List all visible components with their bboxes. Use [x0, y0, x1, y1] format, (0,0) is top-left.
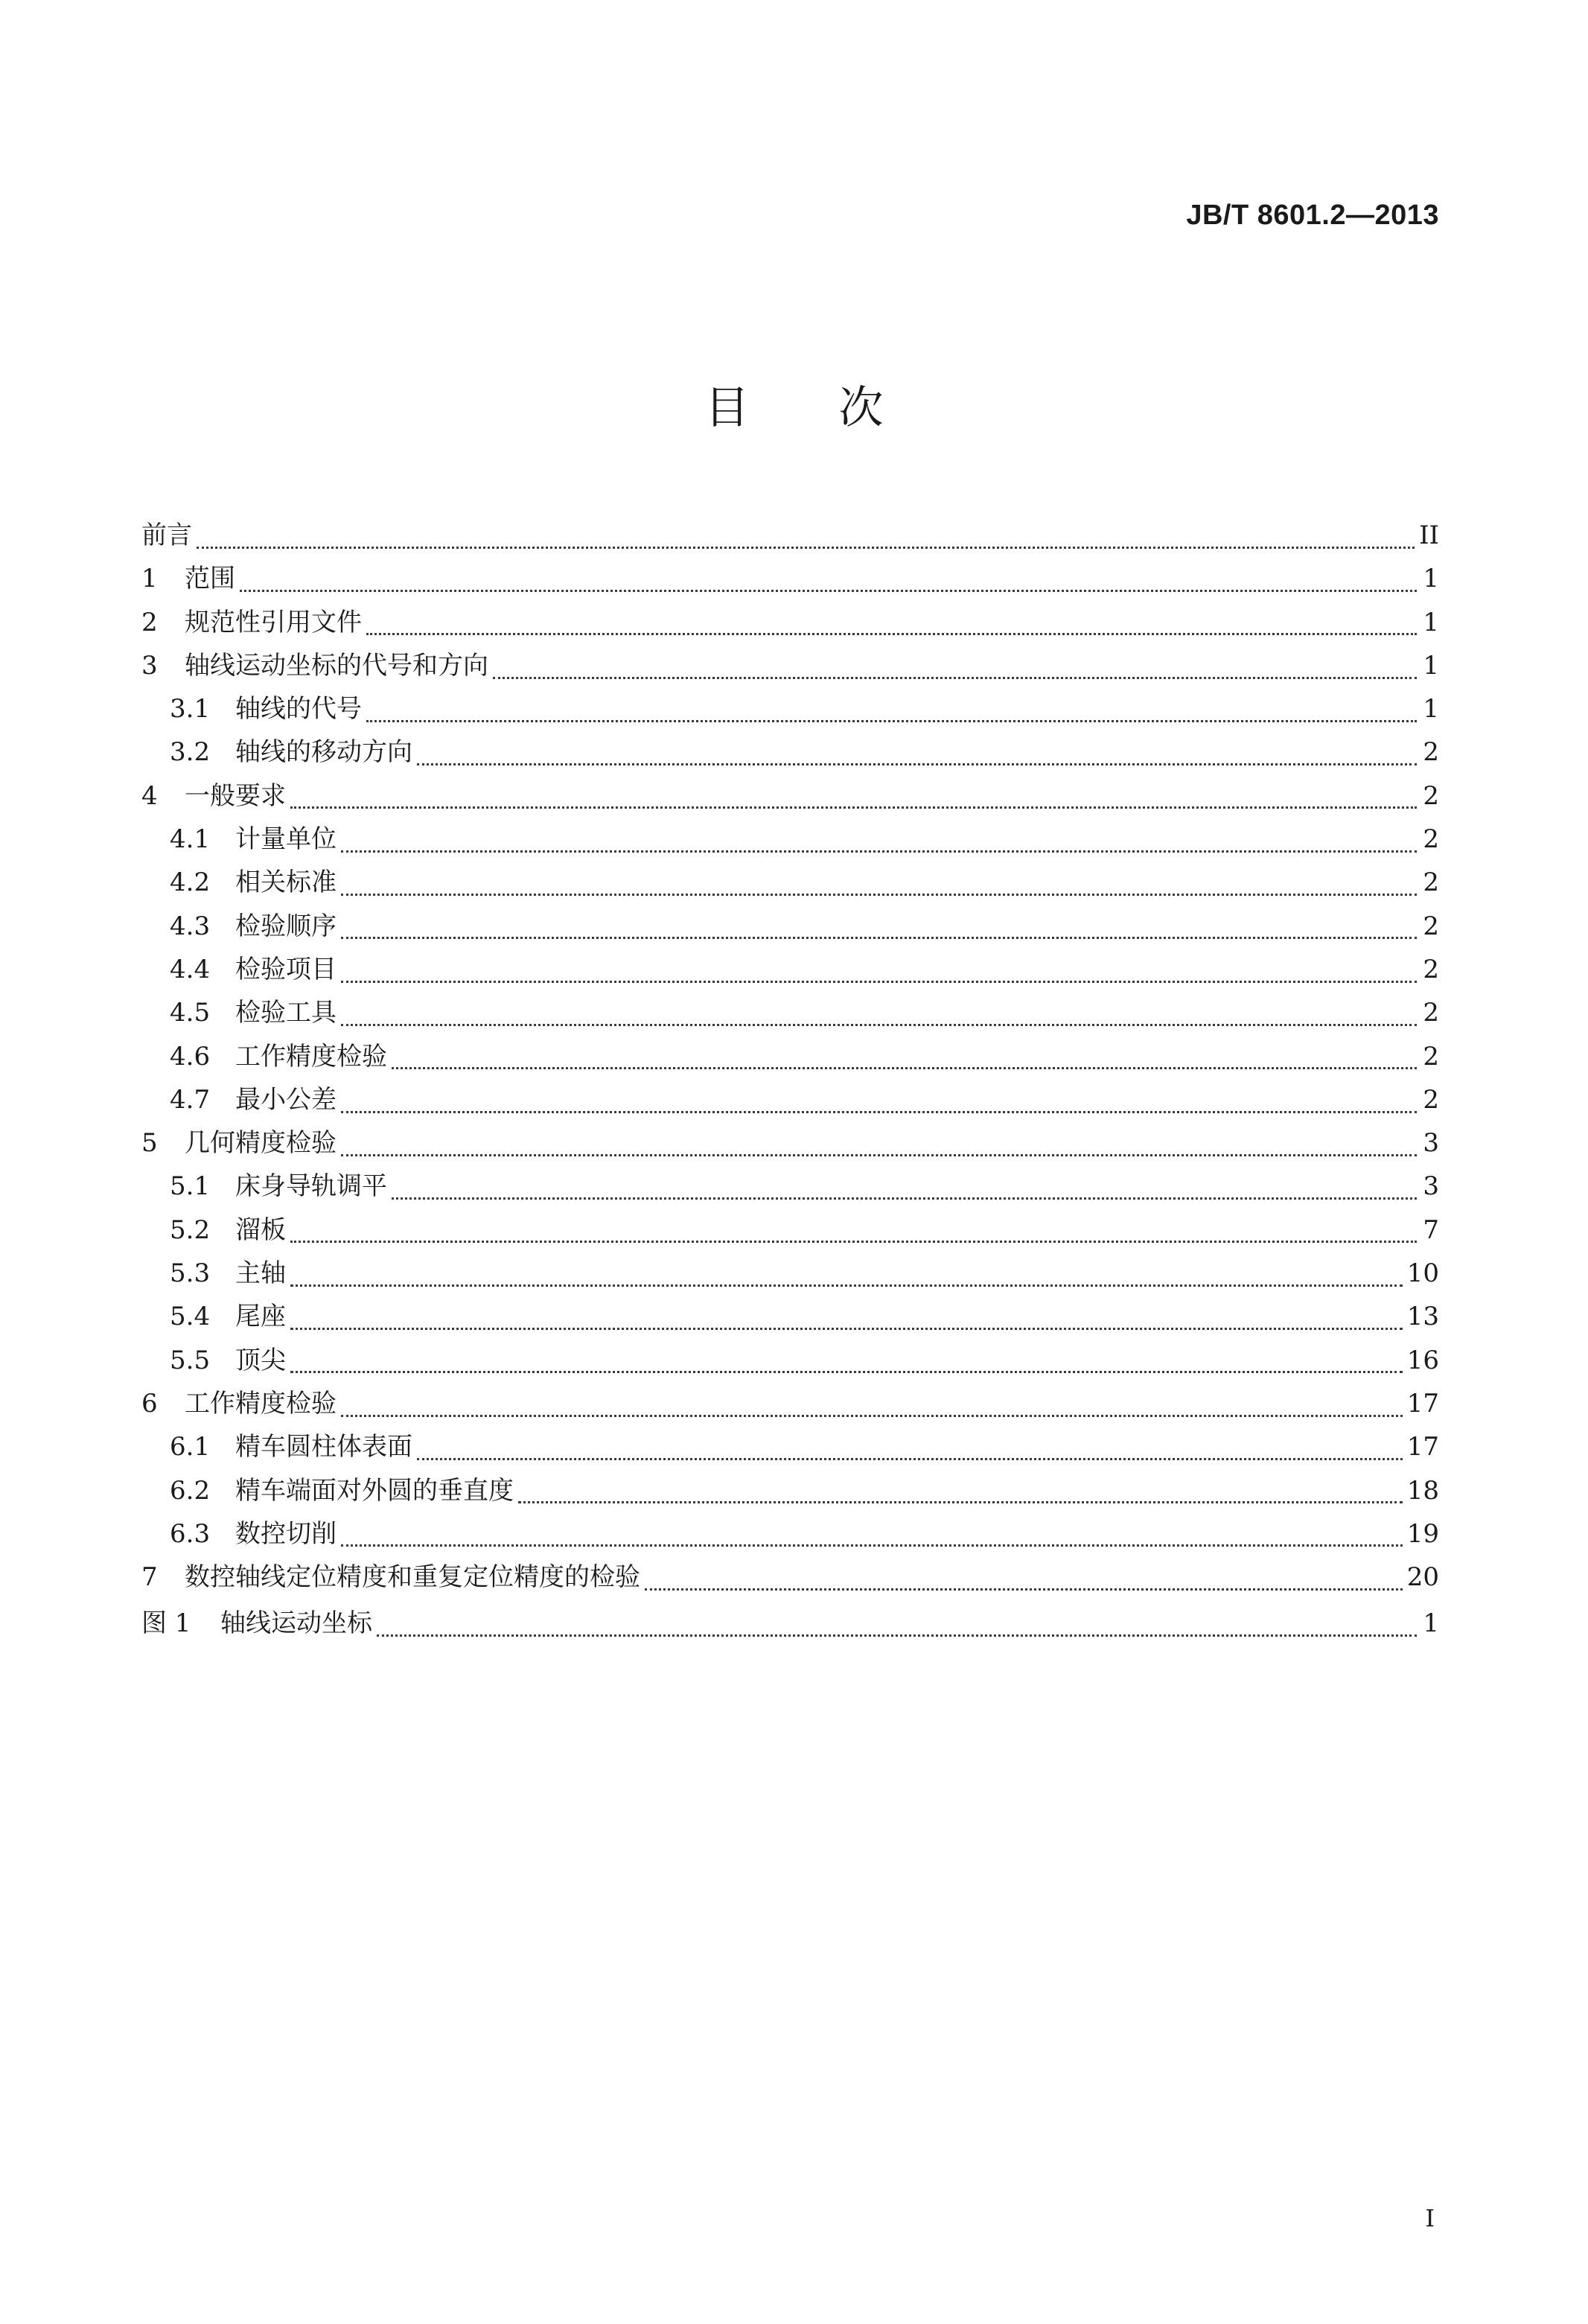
toc-entry-label: 工作精度检验 — [185, 1388, 337, 1419]
toc-entry-number: 4.4 — [170, 954, 211, 984]
toc-leader-dots — [290, 806, 1417, 809]
toc-entry[interactable] — [141, 1556, 1439, 1599]
toc-entry-number: 5.4 — [170, 1302, 211, 1332]
toc-entry-label: 数控轴线定位精度和重复定位精度的检验 — [185, 1562, 640, 1593]
toc-entry[interactable] — [141, 948, 1439, 991]
toc-entry-label: 规范性引用文件 — [185, 607, 362, 637]
toc-entry-page: 1 — [1423, 564, 1439, 594]
toc-entry-number: 4.5 — [170, 998, 211, 1028]
toc-entry-label: 计量单位 — [235, 824, 337, 855]
toc-entry-number: 4.7 — [170, 1084, 211, 1115]
toc-entry-number: 3 — [141, 650, 158, 681]
toc-entry-label: 前言 — [141, 520, 192, 550]
toc-entry-page: 19 — [1406, 1518, 1439, 1549]
toc-entry-page: 10 — [1406, 1258, 1439, 1289]
toc-leader-dots — [290, 1328, 1403, 1330]
toc-entry-page: 3 — [1423, 1128, 1439, 1159]
toc-entry-label: 轴线运动坐标的代号和方向 — [185, 650, 488, 681]
toc-leader-dots — [290, 1284, 1403, 1287]
toc-entry-page: 20 — [1406, 1562, 1439, 1593]
toc-leader-dots — [392, 1067, 1417, 1069]
toc-leader-dots — [197, 547, 1415, 549]
toc-entry-number: 6 — [141, 1388, 158, 1419]
toc-entry-number: 6.3 — [170, 1518, 211, 1549]
toc-entry-label: 相关标准 — [235, 867, 337, 898]
toc-entry-number: 4.2 — [170, 867, 211, 898]
toc-entry[interactable] — [141, 1602, 1439, 1645]
toc-entry-number: 2 — [141, 607, 158, 637]
toc-entry-label: 检验工具 — [235, 998, 337, 1028]
toc-entry-number: 4.6 — [170, 1041, 211, 1072]
toc-entry[interactable] — [141, 1512, 1439, 1556]
toc-entry[interactable] — [141, 1382, 1439, 1425]
toc-entry-label: 顶尖 — [235, 1345, 286, 1375]
toc-entry-label: 轴线的移动方向 — [235, 737, 412, 768]
toc-entry-page: 1 — [1423, 694, 1439, 725]
toc-entry-page: 1 — [1423, 650, 1439, 681]
toc-leader-dots — [290, 1241, 1417, 1243]
toc-leader-dots — [341, 1544, 1403, 1547]
standard-code: JB/T 8601.2—2013 — [1186, 200, 1439, 231]
table-of-contents — [141, 514, 1439, 1646]
toc-entry-number: 3.2 — [170, 737, 211, 768]
toc-leader-dots — [493, 677, 1417, 679]
toc-entry-page: 18 — [1406, 1475, 1439, 1506]
toc-entry-number: 5.3 — [170, 1258, 211, 1289]
toc-entry-page: 1 — [1423, 607, 1439, 637]
toc-entry-page: 17 — [1406, 1432, 1439, 1462]
toc-leader-dots — [417, 763, 1417, 765]
toc-entry[interactable] — [141, 730, 1439, 774]
toc-entry-number: 6.1 — [170, 1432, 211, 1462]
toc-entry-page: 13 — [1406, 1302, 1439, 1332]
toc-entry-label: 精车端面对外圆的垂直度 — [235, 1475, 514, 1506]
toc-leader-dots — [341, 1111, 1417, 1113]
toc-entry[interactable] — [141, 774, 1439, 818]
toc-entry-page: 17 — [1406, 1388, 1439, 1419]
toc-leader-dots — [290, 1371, 1403, 1373]
toc-leader-dots — [341, 1415, 1403, 1417]
toc-leader-dots — [377, 1634, 1417, 1637]
toc-entry-number: 图 1 — [141, 1608, 191, 1639]
page-title: 目次 — [704, 382, 973, 434]
toc-entry-page: 2 — [1423, 824, 1439, 855]
toc-entry-page: 2 — [1423, 911, 1439, 941]
toc-leader-dots — [341, 894, 1417, 896]
toc-entry-page: 2 — [1423, 737, 1439, 768]
toc-entry[interactable] — [141, 687, 1439, 730]
toc-entry-page: 1 — [1423, 1608, 1439, 1639]
toc-leader-dots — [341, 981, 1417, 983]
toc-entry[interactable] — [141, 1078, 1439, 1121]
toc-entry-page: 2 — [1423, 867, 1439, 898]
toc-entry[interactable] — [141, 601, 1439, 644]
toc-entry[interactable] — [141, 644, 1439, 687]
toc-entry[interactable] — [141, 991, 1439, 1034]
toc-entry-page: II — [1419, 520, 1439, 550]
toc-entry[interactable] — [141, 1295, 1439, 1338]
toc-leader-dots — [240, 590, 1417, 592]
toc-entry-number: 3.1 — [170, 694, 211, 725]
toc-entry-page: 2 — [1423, 1041, 1439, 1072]
toc-entry[interactable] — [141, 1252, 1439, 1295]
toc-entry[interactable] — [141, 905, 1439, 948]
toc-leader-dots — [366, 633, 1417, 635]
toc-entry-number: 5.1 — [170, 1171, 211, 1202]
toc-entry[interactable] — [141, 1035, 1439, 1078]
page-number: I — [1425, 2204, 1435, 2232]
toc-leader-dots — [341, 850, 1417, 853]
toc-leader-dots — [341, 1154, 1417, 1156]
toc-leader-dots — [341, 937, 1417, 939]
toc-entry-number: 1 — [141, 564, 158, 594]
toc-entry-page: 2 — [1423, 780, 1439, 811]
toc-entry-number: 4.1 — [170, 824, 211, 855]
toc-entry[interactable] — [141, 1339, 1439, 1382]
toc-entry-label: 几何精度检验 — [185, 1128, 337, 1159]
toc-entry-label: 轴线运动坐标 — [220, 1608, 372, 1639]
toc-entry[interactable] — [141, 514, 1439, 557]
toc-entry-page: 7 — [1423, 1214, 1439, 1245]
toc-entry-label: 检验项目 — [235, 954, 337, 984]
toc-entry-label: 溜板 — [235, 1214, 286, 1245]
toc-entry-page: 2 — [1423, 998, 1439, 1028]
toc-entry-number: 7 — [141, 1562, 158, 1593]
toc-entry-number: 5.5 — [170, 1345, 211, 1375]
toc-entry-label: 数控切削 — [235, 1518, 337, 1549]
toc-entry-number: 5 — [141, 1128, 158, 1159]
toc-leader-dots — [341, 1024, 1417, 1026]
toc-entry-label: 尾座 — [235, 1302, 286, 1332]
toc-entry-label: 检验顺序 — [235, 911, 337, 941]
toc-entry-number: 5.2 — [170, 1214, 211, 1245]
toc-leader-dots — [366, 720, 1417, 722]
toc-entry-page: 2 — [1423, 954, 1439, 984]
toc-entry[interactable] — [141, 1165, 1439, 1208]
toc-entry-page: 16 — [1406, 1345, 1439, 1375]
toc-leader-dots — [417, 1458, 1403, 1460]
toc-leader-dots — [518, 1501, 1403, 1503]
toc-entry-label: 主轴 — [235, 1258, 286, 1289]
toc-entry-label: 精车圆柱体表面 — [235, 1432, 412, 1462]
toc-entry[interactable] — [141, 818, 1439, 861]
toc-entry-label: 一般要求 — [185, 780, 286, 811]
toc-entry-number: 6.2 — [170, 1475, 211, 1506]
toc-leader-dots — [392, 1197, 1417, 1200]
toc-entry-label: 范围 — [185, 564, 235, 594]
toc-entry-page: 3 — [1423, 1171, 1439, 1202]
toc-entry-label: 最小公差 — [235, 1084, 337, 1115]
toc-entry[interactable] — [141, 557, 1439, 600]
toc-entry[interactable] — [141, 1425, 1439, 1468]
toc-entry-label: 轴线的代号 — [235, 694, 362, 725]
toc-entry-number: 4 — [141, 780, 158, 811]
toc-entry[interactable] — [141, 1469, 1439, 1512]
toc-entry-label: 床身导轨调平 — [235, 1171, 387, 1202]
toc-entry-label: 工作精度检验 — [235, 1041, 387, 1072]
toc-entry-page: 2 — [1423, 1084, 1439, 1115]
toc-entry[interactable] — [141, 1209, 1439, 1252]
toc-entry-number: 4.3 — [170, 911, 211, 941]
toc-entry[interactable] — [141, 1121, 1439, 1165]
toc-leader-dots — [645, 1588, 1403, 1591]
toc-entry[interactable] — [141, 861, 1439, 904]
